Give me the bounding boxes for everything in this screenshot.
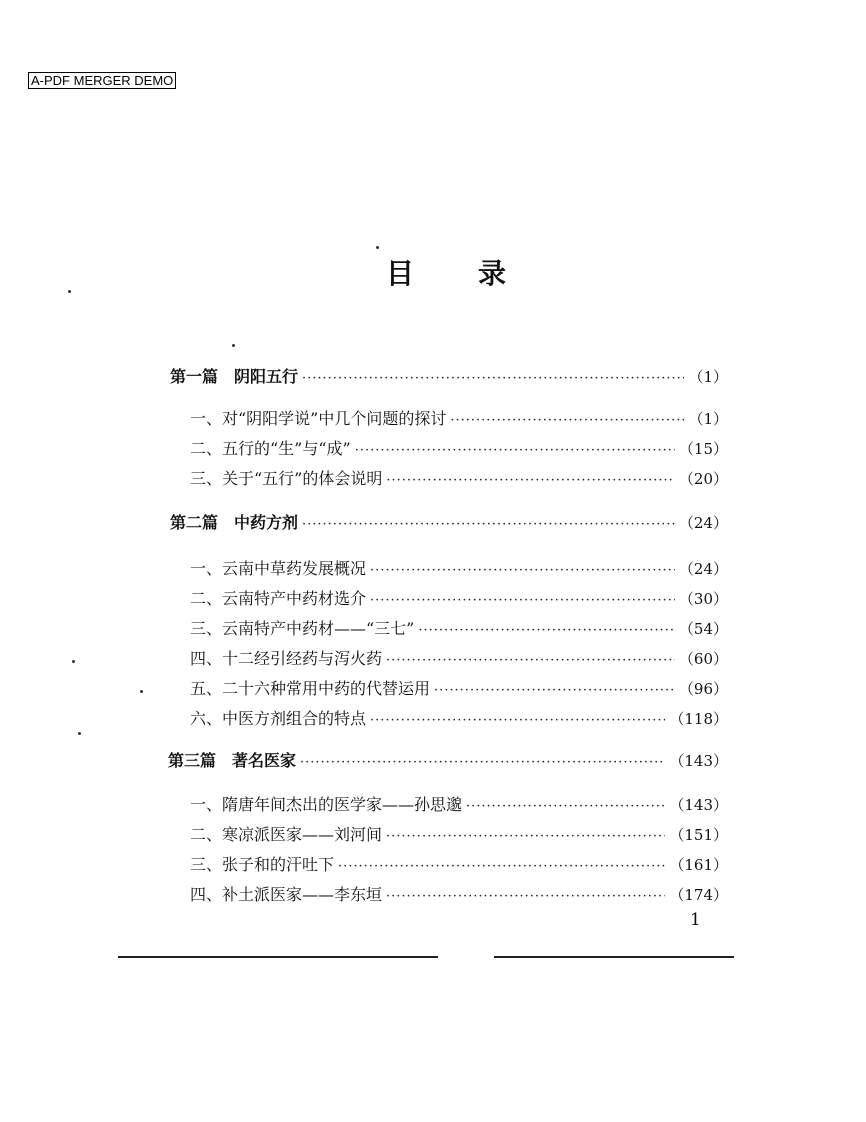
toc-item[interactable] [190,406,728,430]
toc-item[interactable] [190,676,728,700]
toc-entry-label: 二、云南特产中药材选介 [190,589,367,608]
title-char-1: 目 [386,257,415,290]
toc-entry-page: （151） [669,826,728,844]
toc-entry-label: 第三篇 著名医家 [168,751,297,770]
toc-item[interactable] [190,436,728,460]
scan-speck [72,660,75,663]
dot-leader [370,593,675,608]
scan-speck [140,690,143,693]
scan-speck [232,344,235,347]
toc-entry-label: 一、云南中草药发展概况 [190,559,367,578]
dot-leader [338,859,665,874]
toc-entry-page: （30） [678,590,728,608]
toc-entry-page: （143） [669,796,728,814]
toc-entry-page: （1） [688,368,728,386]
dot-leader [355,443,675,458]
toc-entry-label: 一、对“阴阳学说”中几个问题的探讨 [190,409,447,428]
toc-entry-page: （15） [678,440,728,458]
scan-speck [78,732,81,735]
toc-entry-page: （96） [678,680,728,698]
toc-entry-page: （54） [678,620,728,638]
toc-entry-page: （161） [669,856,728,874]
dot-leader [418,623,675,638]
toc-entry-label: 四、十二经引经药与泻火药 [190,649,383,668]
toc-item[interactable] [190,852,728,876]
toc-part-3[interactable] [168,748,728,772]
dot-leader [370,563,675,578]
toc-item[interactable] [190,586,728,610]
title-char-2: 录 [478,257,507,290]
toc-entry-label: 第二篇 中药方剂 [170,513,299,532]
toc-item[interactable] [190,556,728,580]
toc-entry-label: 五、二十六种常用中药的代替运用 [190,679,431,698]
toc-entry-page: （24） [678,514,728,532]
dot-leader [302,517,675,532]
toc-item[interactable] [190,822,728,846]
bottom-rule-left [118,956,438,958]
toc-part-2[interactable] [170,510,728,534]
dot-leader [300,755,665,770]
toc-entry-label: 四、补土派医家——李东垣 [190,885,383,904]
watermark-label: A-PDF MERGER DEMO [28,72,176,89]
toc-item[interactable] [190,706,728,730]
dot-leader [386,829,665,844]
toc-entry-page: （60） [678,650,728,668]
dot-leader [386,473,675,488]
toc-entry-label: 第一篇 阴阳五行 [170,367,299,386]
toc-entry-label: 六、中医方剂组合的特点 [190,709,367,728]
toc-entry-page: （24） [678,560,728,578]
toc-part-1[interactable] [170,364,728,388]
toc-entry-label: 一、隋唐年间杰出的医学家——孙思邈 [190,795,463,814]
toc-entry-label: 二、寒凉派医家——刘河间 [190,825,383,844]
toc-item[interactable] [190,646,728,670]
toc-item[interactable] [190,466,728,490]
toc-entry-label: 三、云南特产中药材——“三七” [190,619,415,638]
toc-entry-page: （174） [669,886,728,904]
bottom-rule-right [494,956,734,958]
toc-entry-label: 三、张子和的汗吐下 [190,855,335,874]
toc-item[interactable] [190,882,728,906]
toc-entry-label: 二、五行的“生”与“成” [190,439,351,458]
toc-entry-page: （143） [669,752,728,770]
toc-entry-page: （118） [669,710,728,728]
scan-speck [376,246,379,249]
toc-entry-page: （1） [688,410,728,428]
toc-item[interactable] [190,792,728,816]
dot-leader [450,413,684,428]
dot-leader [386,653,675,668]
scan-speck [68,290,71,293]
dot-leader [370,713,665,728]
toc-entry-label: 三、关于“五行”的体会说明 [190,469,383,488]
dot-leader [302,371,684,386]
dot-leader [434,683,675,698]
toc-item[interactable] [190,616,728,640]
toc-entry-page: （20） [678,470,728,488]
page-number: 1 [690,910,701,930]
dot-leader [386,889,665,904]
dot-leader [466,799,665,814]
